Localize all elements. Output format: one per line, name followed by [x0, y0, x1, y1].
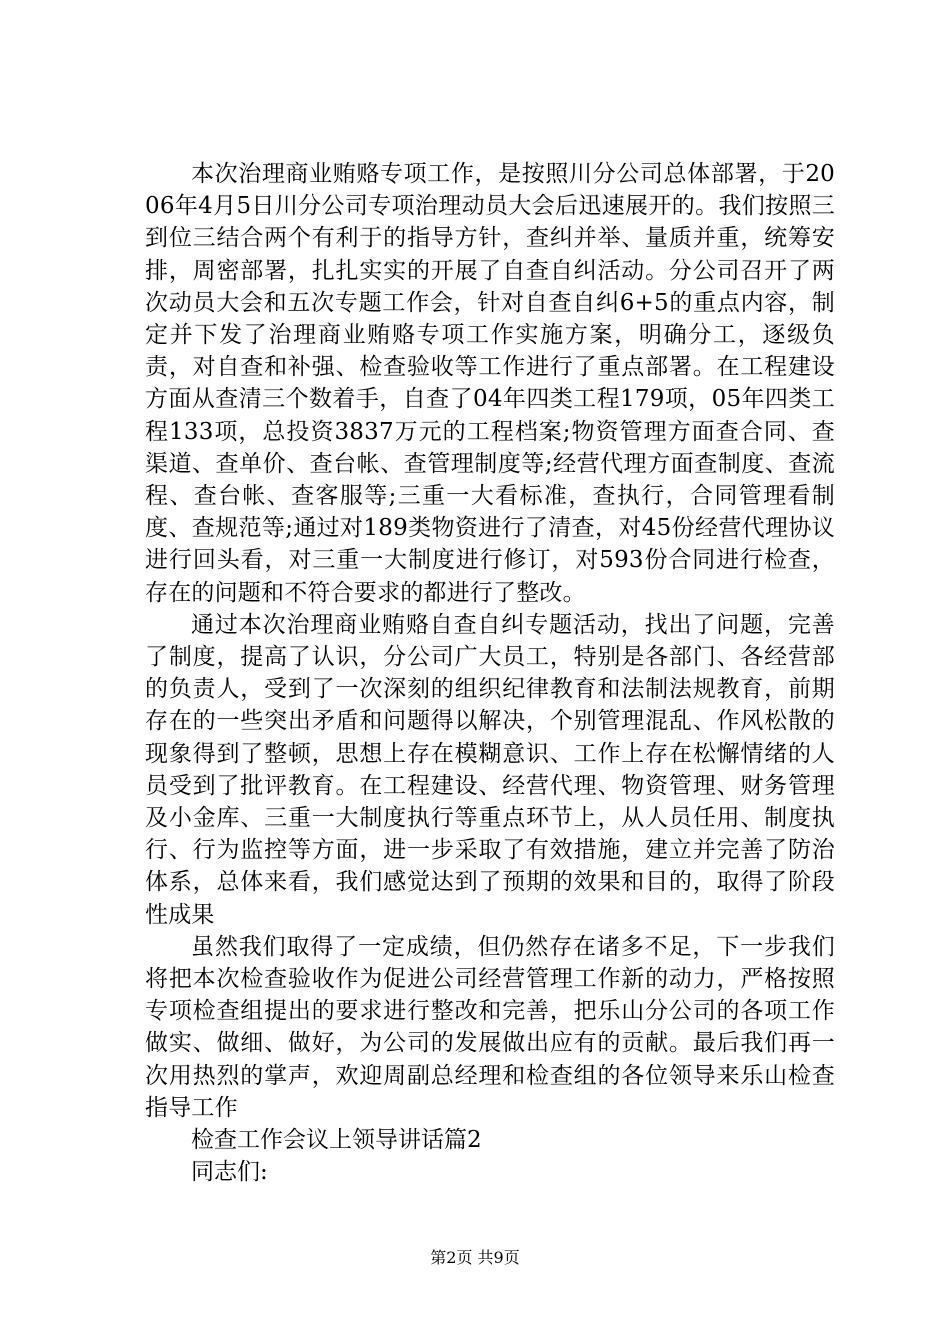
paragraph-3: 虽然我们取得了一定成绩，但仍然存在诸多不足，下一步我们将把本次检查验收作为促进公司经营管理工作新的动力，严格按照专项检查组提出的要求进行整改和完善，把乐山分公司的各项工作做实、做细、做好，为公司的发展做出应有的贡献。最后我们再一次用热烈的掌声，欢迎周副总经理和检查组的各位领导来乐山检查指导工作 — [145, 933, 835, 1121]
page-footer — [0, 1245, 950, 1268]
section-heading: 检查工作会议上领导讲话篇2 — [191, 1127, 482, 1154]
page-number-label: 第2页 共9页 — [430, 1248, 520, 1267]
salutation: 同志们: — [191, 1159, 268, 1186]
paragraph-1: 本次治理商业贿赂专项工作，是按照川分公司总体部署，于2006年4月5日川分公司专项治理动员大会后迅速展开的。我们按照三到位三结合两个有利于的指导方针，查纠并举、量质并重，统筹安排，周密部署，扎扎实实的开展了自查自纠活动。分公司召开了两次动员大会和五次专题工作会，针对自查自纠6+5的重点内容，制定并下发了治理商业贿赂专项工作实施方案，明确分工，逐级负责，对自查和补强、检查验收等工作进行了重点部署。在工程建设方面从查清三个数着手，自查了04年四类工程179项，05年四类工程133项，总投资3837万元的工程档案;物资管理方面查合同、查渠道、查单价、查台帐、查管理制度等;经营代理方面查制度、查流程、查台帐、查客服等;三重一大看标准，查执行，合同管理看制度、查规范等;通过对189类物资进行了清查，对45份经营代理协议进行回头看，对三重一大制度进行修订，对593份合同进行检查，存在的问题和不符合要求的都进行了整改。 — [145, 161, 835, 606]
paragraph-2: 通过本次治理商业贿赂自查自纠专题活动，找出了问题，完善了制度，提高了认识，分公司广大员工，特别是各部门、各经营部的负责人，受到了一次深刻的组织纪律教育和法制法规教育，前期存在的一些突出矛盾和问题得以解决，个别管理混乱、作风松散的现象得到了整顿，思想上存在模糊意识、工作上存在松懈情绪的人员受到了批评教育。在工程建设、经营代理、物资管理、财务管理及小金库、三重一大制度执行等重点环节上，从人员任用、制度执行、行为监控等方面，进一步采取了有效措施，建立并完善了防治体系，总体来看，我们感觉达到了预期的效果和目的，取得了阶段性成果 — [145, 611, 835, 928]
document-body — [145, 158, 835, 1189]
